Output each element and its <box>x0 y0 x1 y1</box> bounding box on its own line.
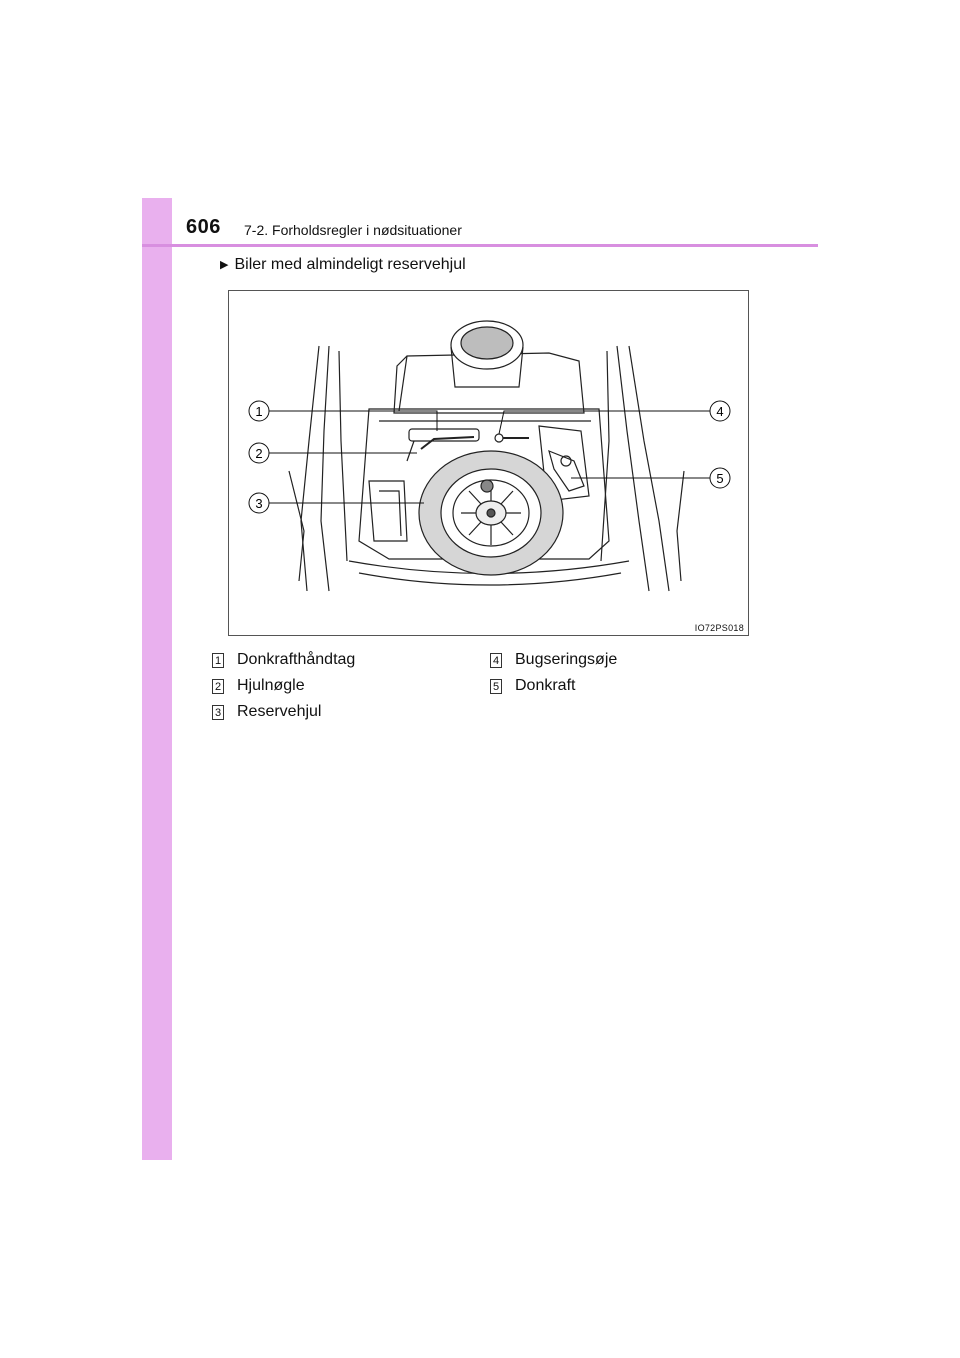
legend-label-3: Reservehjul <box>237 703 322 720</box>
legend-label-1: Donkrafthåndtag <box>237 651 356 668</box>
subheading-text: Biler med almindeligt reservehjul <box>234 256 466 273</box>
callout-1 <box>249 401 269 421</box>
legend-item-2 <box>212 677 305 695</box>
svg-text:4: 4 <box>716 404 724 419</box>
legend-item-1 <box>212 651 355 669</box>
trunk-illustration <box>228 290 749 636</box>
svg-text:2: 2 <box>255 446 263 461</box>
section-title: 7-2. Forholdsregler i nødsituationer <box>244 222 462 238</box>
legend-item-5 <box>490 677 575 695</box>
legend-item-4 <box>490 651 617 669</box>
legend-number-3: 3 <box>212 705 224 720</box>
legend-number-2: 2 <box>212 679 224 694</box>
legend-item-3 <box>212 703 321 721</box>
legend-number-5: 5 <box>490 679 502 694</box>
legend-number-1: 1 <box>212 653 224 668</box>
triangle-arrow-icon: ▶ <box>220 259 229 271</box>
page-number: 606 <box>186 216 221 238</box>
chapter-side-tab <box>142 198 172 1160</box>
legend-number-4: 4 <box>490 653 502 668</box>
trunk-drawing <box>229 291 749 636</box>
svg-text:1: 1 <box>255 404 263 419</box>
legend-label-2: Hjulnøgle <box>237 677 305 694</box>
callout-5 <box>710 468 730 488</box>
figure-code: IO72PS018 <box>694 623 744 633</box>
legend-label-5: Donkraft <box>515 677 576 694</box>
callout-3 <box>249 493 269 513</box>
subheading <box>220 256 466 274</box>
header-rule <box>142 244 818 247</box>
legend-label-4: Bugseringsøje <box>515 651 618 668</box>
svg-text:3: 3 <box>255 496 263 511</box>
callout-4 <box>710 401 730 421</box>
callout-2 <box>249 443 269 463</box>
svg-text:5: 5 <box>716 471 724 486</box>
